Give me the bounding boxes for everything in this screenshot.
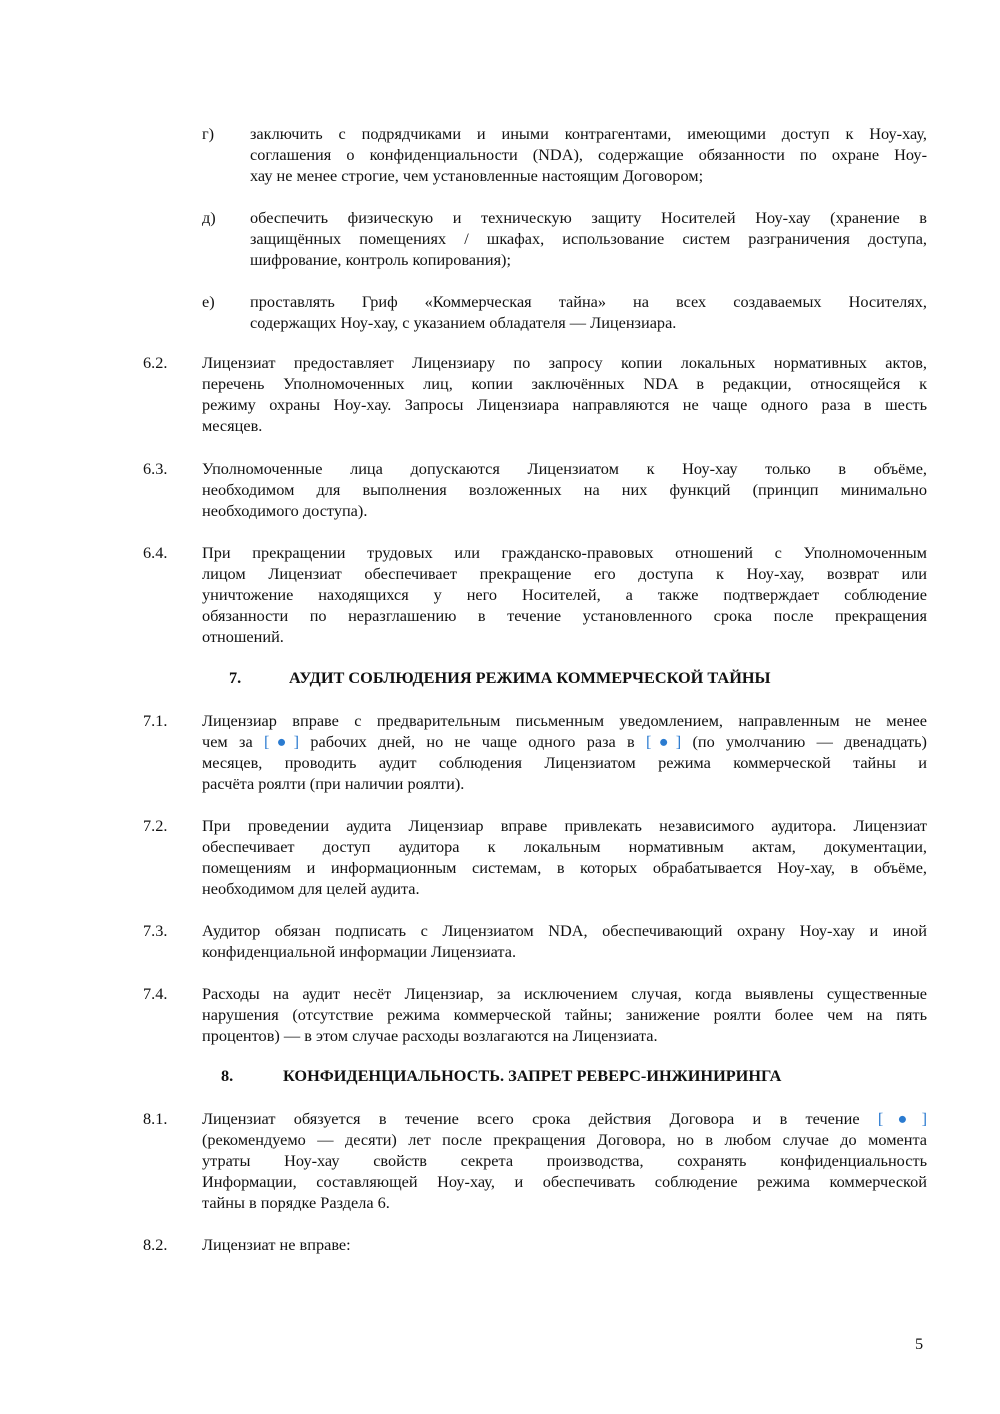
clause-number: 8.2. <box>143 1235 168 1254</box>
text-line: необходимом для выполнения возложенных на них функций (принцип минимально <box>202 480 927 499</box>
clause-text <box>202 352 927 436</box>
clause-text <box>202 815 927 899</box>
text-line: лицом Лицензиат обеспечивает прекращение его доступа к Ноу-хау, возврат или <box>202 564 927 583</box>
text-line: расчёта роялти (при наличии роялти). <box>202 774 465 793</box>
subitem-marker: е) <box>202 292 215 311</box>
clause-text <box>202 458 927 521</box>
text-line: Уполномоченные лица допускаются Лицензиатом к Ноу-хау только в объёме, <box>202 459 927 478</box>
text-line <box>202 1108 927 1129</box>
placeholder-field[interactable]: [●] <box>263 732 300 751</box>
text-line: Лицензиар вправе с предварительным письменным уведомлением, направленным не менее <box>202 711 927 730</box>
text-line: процентов) — в этом случае расходы возлагаются на Лицензиата. <box>202 1026 658 1045</box>
clause-number: 8.1. <box>143 1109 168 1128</box>
clause-text <box>202 542 927 647</box>
section-number: 8. <box>221 1066 234 1085</box>
text-line: При прекращении трудовых или гражданско-правовых отношений с Уполномоченным <box>202 543 927 562</box>
text-line: Аудитор обязан подписать с Лицензиатом NDA, обеспечивающий охрану Ноу-хау и иной <box>202 921 927 940</box>
text-line: месяцев. <box>202 416 263 435</box>
section-heading: АУДИТ СОБЛЮДЕНИЯ РЕЖИМА КОММЕРЧЕСКОЙ ТАЙНЫ <box>289 668 771 687</box>
text-line: уничтожение находящихся у него Носителей, а также подтверждает соблюдение <box>202 585 927 604</box>
text-line: конфиденциальной информации Лицензиата. <box>202 942 517 961</box>
text-line: обязанности по неразглашению в течение установленного срока после прекращения <box>202 606 927 625</box>
clause-number: 7.2. <box>143 816 168 835</box>
text-line: соглашения о конфиденциальности (NDA), содержащие обязанности по охране Ноу- <box>250 145 927 164</box>
text-line: перечень Уполномоченных лиц, копии заключённых NDA в редакции, относящейся к <box>202 374 927 393</box>
text-line: необходимого доступа). <box>202 501 368 520</box>
text-line: хау не менее строгие, чем установленные настоящим Договором; <box>250 166 704 185</box>
placeholder-field[interactable]: [●] <box>646 732 682 751</box>
placeholder-field[interactable]: [●] <box>877 1109 927 1128</box>
text-line: месяцев, проводить аудит соблюдения Лицензиатом режима коммерческой тайны и <box>202 753 927 772</box>
clause-number: 7.1. <box>143 711 168 730</box>
section-number: 7. <box>229 668 242 687</box>
text-line: отношений. <box>202 627 284 646</box>
text-line: обеспечивает доступ аудитора к локальным нормативным актам, документации, <box>202 837 927 856</box>
text-line: Информации, составляющей Ноу-хау, и обеспечивать соблюдение режима коммерческой <box>202 1172 927 1191</box>
text-line: обеспечить физическую и техническую защиту Носителей Ноу-хау (хранение в <box>250 208 927 227</box>
subitem-marker: д) <box>202 208 216 227</box>
section-heading: КОНФИДЕНЦИАЛЬНОСТЬ. ЗАПРЕТ РЕВЕРС-ИНЖИНИРИНГА <box>283 1066 782 1085</box>
clause-text <box>202 920 927 962</box>
text-line: При проведении аудита Лицензиар вправе привлекать независимого аудитора. Лицензиат <box>202 816 927 835</box>
clause-number: 7.3. <box>143 921 168 940</box>
text-line: проставлять Гриф «Коммерческая тайна» на всех создаваемых Носителях, <box>250 292 927 311</box>
text-line: режиму охраны Ноу-хау. Запросы Лицензиара направляются не чаще одного раза в шесть <box>202 395 927 414</box>
subitem-text <box>250 207 927 270</box>
text-line: нарушения (отсутствие режима коммерческой тайны; занижение роялти более чем на пять <box>202 1005 927 1024</box>
clause-text <box>202 983 927 1046</box>
text-fragment: (по умолчанию — двенадцать) <box>681 732 927 751</box>
text-line: заключить с подрядчиками и иными контрагентами, имеющими доступ к Ноу-хау, <box>250 124 927 143</box>
text-fragment: Лицензиат обязуется в течение всего срока действия Договора и в течение <box>202 1109 878 1128</box>
text-line <box>202 731 927 752</box>
text-line: тайны в порядке Раздела 6. <box>202 1193 390 1212</box>
text-line: помещениям и информационным системам, в которых обрабатывается Ноу-хау, в объёме, <box>202 858 927 877</box>
clause-number: 7.4. <box>143 984 168 1003</box>
clause-text <box>202 710 927 794</box>
text-line: Расходы на аудит несёт Лицензиар, за исключением случая, когда выявлены существенные <box>202 984 927 1003</box>
clause-number: 6.2. <box>143 353 168 372</box>
subitem-text <box>250 123 927 186</box>
text-line: Лицензиат не вправе: <box>202 1235 351 1254</box>
text-line: защищённых помещениях / шкафах, использование систем разграничения доступа, <box>250 229 927 248</box>
subitem-marker: г) <box>202 124 215 143</box>
text-line: Лицензиат предоставляет Лицензиару по запросу копии локальных нормативных актов, <box>202 353 927 372</box>
text-fragment: чем за <box>202 732 264 751</box>
clause-text <box>202 1234 927 1255</box>
clause-text <box>202 1108 927 1213</box>
text-line: (рекомендуемо — десяти) лет после прекращения Договора, но в любом случае до момента <box>202 1130 927 1149</box>
text-line: содержащих Ноу-хау, с указанием обладателя — Лицензиара. <box>250 313 677 332</box>
text-line: утраты Ноу-хау свойств секрета производства, сохранять конфиденциальность <box>202 1151 927 1170</box>
text-fragment: рабочих дней, но не чаще одного раза в <box>299 732 647 751</box>
text-line: необходимом для целей аудита. <box>202 879 420 898</box>
clause-number: 6.4. <box>143 543 168 562</box>
text-line: шифрование, контроль копирования); <box>250 250 511 269</box>
clause-number: 6.3. <box>143 459 168 478</box>
page-number: 5 <box>915 1334 924 1353</box>
subitem-text <box>250 291 927 333</box>
